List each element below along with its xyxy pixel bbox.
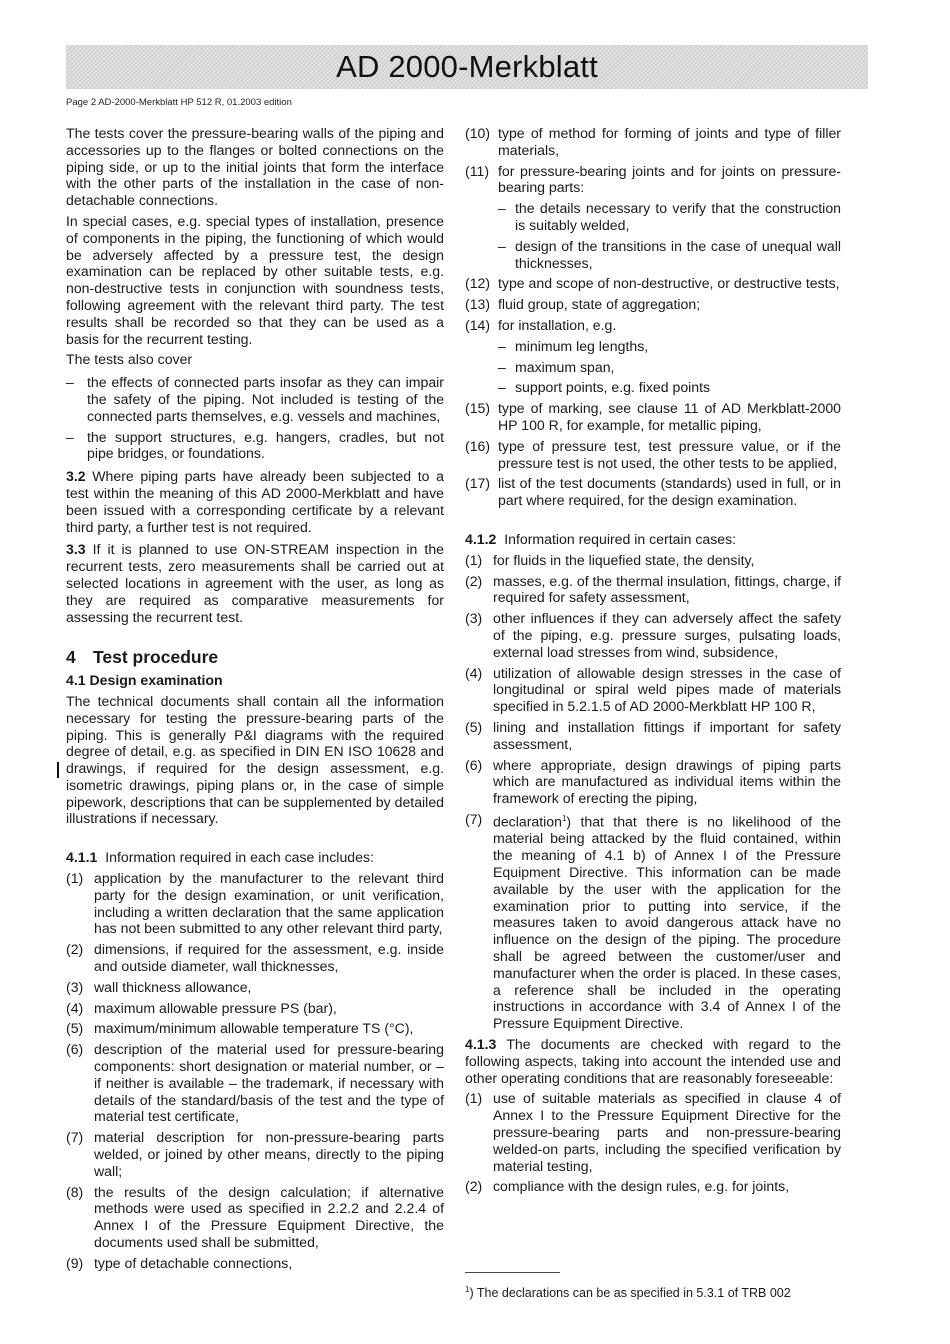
dash-item: – maximum span, [498, 358, 615, 375]
subsection-heading: 4.1 Design examination [66, 672, 223, 689]
clause-4-1-1: 4.1.1 Information required in each case includes: [66, 849, 374, 866]
list-item: (2) dimensions, if required for the assessment, e.g. inside and outside diameter, wall thicknesses, [66, 941, 444, 975]
clause-3-2: 3.2 Where piping parts have already been subjected to a test within the meaning of this AD 2000-Merkblatt and have been issued with a corresponding certificate by a relevant third party, a further test is not required. [66, 468, 444, 535]
dash-item: – support points, e.g. fixed points [498, 379, 711, 396]
list-item: (1) application by the manufacturer to the relevant third party for the design examination, or unit verification, including a written declaration that the same application has not been submitted to any other relevant third party, [66, 870, 444, 937]
paragraph: In special cases, e.g. special types of installation, presence of components in the piping, the functioning of which would be adversely affected by a pressure test, the design examination can be replaced by other suitable tests, e.g. non-destructive tests in conjunction with soundness tests, following agreement with the relevant third party. The test results shall be recorded so that they can be used as a basis for the recurrent testing. [66, 212, 444, 347]
list-item: (11) for pressure-bearing joints and for joints on pressure-bearing parts: [465, 162, 841, 196]
list-item: (16) type of pressure test, test pressure value, or if the pressure test is not used, the other tests to be applied, [465, 437, 841, 471]
list-item: (1) for fluids in the liquefied state, the density, [465, 551, 755, 568]
clause-4-1-3: 4.1.3 The documents are checked with regard to the following aspects, taking into account the intended use and other operating conditions that are reasonably foreseeable: [465, 1035, 841, 1086]
list-item: (13) fluid group, state of aggregation; [465, 296, 701, 313]
footnote-ref: 1 [561, 813, 567, 823]
header-banner [66, 45, 868, 89]
change-bar [57, 762, 59, 778]
list-item: (3) other influences if they can adversely affect the safety of the piping, e.g. pressure surges, pulsating loads, external load stresses from wind, subsidence, [465, 610, 841, 660]
list-item: (17) list of the test documents (standards) used in full, or in part where required, for the design examination. [465, 475, 841, 509]
dash-item: – the details necessary to verify that the construction is suitably welded, [498, 200, 841, 233]
list-item: (5) lining and installation fittings if important for safety assessment, [465, 718, 841, 752]
list-item: (3) wall thickness allowance, [66, 978, 252, 995]
dash-item: – minimum leg lengths, [498, 337, 649, 354]
paragraph: The technical documents shall contain all the information necessary for testing the pressure-bearing parts of the piping. This is generally P&I diagrams with the required degree of detail, e.g. as specified in DIN EN ISO 10628 and drawings, if required for the design assessment, e.g. isometric drawings, piping plans or, in the case of simple pipework, descriptions that can be supplemented by detailed illustrations if necessary. [66, 692, 444, 827]
list-item: (15) type of marking, see clause 11 of AD Merkblatt-2000 HP 100 R, for example, for metallic piping, [465, 400, 841, 433]
document-title: AD 2000-Merkblatt [336, 49, 598, 84]
list-item: (9) type of detachable connections, [66, 1254, 293, 1271]
list-item: (2) masses, e.g. of the thermal insulation, fittings, charge, if required for safety assessment, [465, 572, 841, 606]
list-item: (10) type of method for forming of joints and type of filler materials, [465, 125, 841, 158]
page-info: Page 2 AD-2000-Merkblatt HP 512 R, 01.2003 edition [66, 97, 292, 108]
list-item: (14) for installation, e.g. [465, 316, 617, 333]
clause-3-3: 3.3 If it is planned to use ON-STREAM inspection in the recurrent tests, zero measurements shall be carried out at selected locations in agreement with the user, as long as they are required as comparative measurements for assessing the recurrent test. [66, 541, 444, 625]
list-item: (4) utilization of allowable design stresses in the case of longitudinal or spiral weld pipes made of materials specified in 5.2.1.5 of AD 2000-Merkblatt HP 100 R, [465, 664, 841, 715]
right-column [465, 125, 841, 1199]
dash-item: – the support structures, e.g. hangers, cradles, but not pipe bridges, or foundations. [66, 428, 444, 462]
list-item: (4) maximum allowable pressure PS (bar), [66, 999, 337, 1016]
paragraph: The tests cover the pressure-bearing walls of the piping and accessories up to the flanges or bolted connections on the piping side, or up to the initial joints that form the interface with the other parts of the installation in the case of non-detachable connections. [66, 125, 444, 209]
list-item: (12) type and scope of non-destructive, or destructive tests, [465, 275, 840, 292]
list-item: (7) declaration$^1$) that that there is no likelihood of the material being attacked by the fluid contained, within the meaning of 4.1 b) of Annex I of the Pressure Equipment Directive. This information can be made available by the user with the application for the examination prior to putting into service, if the measures taken to avoid dangerous attack have no influence on the design of the piping. The procedure shall be agreed between the customer/user and manufacturer when the order is placed. In these cases, a reference shall be included in the operating instructions in accordance with 3.4 of Annex I of the Pressure Equipment Directive. [465, 810, 841, 1032]
list-item: (2) compliance with the design rules, e.g. for joints, [465, 1178, 790, 1195]
left-column [66, 125, 444, 1276]
clause-4-1-2: 4.1.2 Information required in certain cases: [465, 530, 737, 547]
footnote-rule [465, 1272, 560, 1273]
list-item: (1) use of suitable materials as specified in clause 4 of Annex I to the Pressure Equipment Directive for the pressure-bearing parts and non-pressure-bearing welded-on parts, including the specified verification by material testing, [465, 1090, 841, 1174]
list-item: (6) description of the material used for pressure-bearing components: short designation or material number, or – if neither is available – the trademark, if necessary with details of the standard/basis of the test and the type of material test certificate, [66, 1041, 444, 1125]
dash-item: – design of the transitions in the case of unequal wall thicknesses, [498, 237, 841, 271]
list-item: (5) maximum/minimum allowable temperature TS (°C), [66, 1020, 414, 1037]
paragraph: The tests also cover [66, 351, 193, 368]
footnote: $^1$) The declarations can be as specified in 5.3.1 of TRB 002 [465, 1285, 791, 1301]
section-heading: 4 Test procedure [66, 647, 219, 668]
list-item: (6) where appropriate, design drawings of piping parts which are manufactured as individual items within the framework of erecting the piping, [465, 756, 841, 807]
list-item: (8) the results of the design calculation; if alternative methods were used as specified in 2.2.2 and 2.2.4 of Annex I of the Pressure Equipment Directive, the documents used shall be submitted, [66, 1183, 444, 1251]
dash-item: – the effects of connected parts insofar as they can impair the safety of the piping. Not included is testing of the connected parts themselves, e.g. vessels and machines, [66, 374, 444, 424]
list-item: (7) material description for non-pressure-bearing parts welded, or joined by other means, directly to the piping wall; [66, 1129, 444, 1179]
